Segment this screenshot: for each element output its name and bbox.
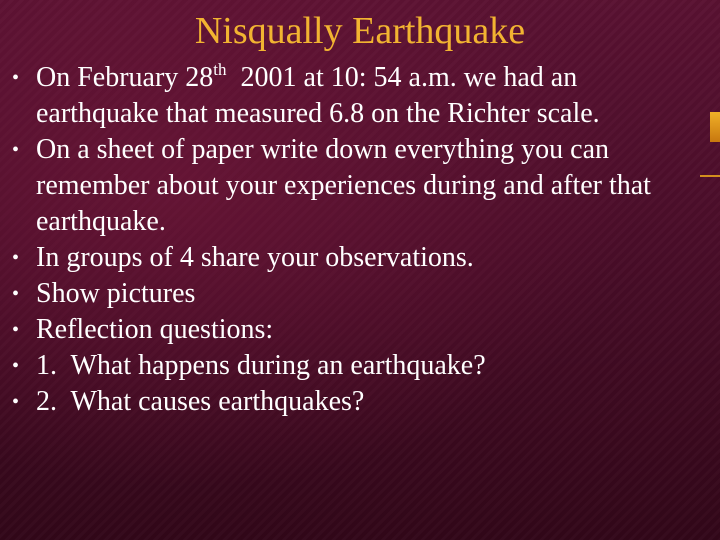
ordinal-superscript: th <box>213 60 227 79</box>
bullet-dot-icon: • <box>12 67 20 89</box>
bullet-dot-icon: • <box>12 139 20 161</box>
bullet-text: 1. What happens during an earthquake? <box>36 350 486 381</box>
slide-title: Nisqually Earthquake <box>194 10 526 52</box>
bullet-list <box>12 60 702 420</box>
bullet-item-earthquake-date <box>12 60 702 132</box>
bullet-item-pictures <box>12 276 702 312</box>
bullet-item-question-1 <box>12 348 702 384</box>
bullet-text-part: On February 28 <box>36 62 214 93</box>
bullet-dot-icon: • <box>12 283 20 305</box>
bullet-item-question-2 <box>12 384 702 420</box>
bullet-text: On a sheet of paper write down everything you can remember about your experiences during and after that earthquake. <box>36 134 651 237</box>
bullet-text: Show pictures <box>36 278 196 309</box>
bullet-dot-icon: • <box>12 247 20 269</box>
bullet-item-reflection <box>12 312 702 348</box>
decorative-accent-block <box>710 112 720 142</box>
bullet-text: In groups of 4 share your observations. <box>36 242 474 273</box>
bullet-text: Reflection questions: <box>36 314 274 345</box>
bullet-text-part: 2001 at 10: 54 a.m. we had an earthquake that measured 6.8 on the Richter scale. <box>36 62 600 129</box>
bullet-text: 2. What causes earthquakes? <box>36 386 365 417</box>
decorative-accent-line <box>700 175 720 177</box>
bullet-item-groups <box>12 240 702 276</box>
bullet-dot-icon: • <box>12 319 20 341</box>
bullet-item-write-experiences <box>12 132 702 240</box>
bullet-dot-icon: • <box>12 355 20 377</box>
bullet-dot-icon: • <box>12 391 20 413</box>
